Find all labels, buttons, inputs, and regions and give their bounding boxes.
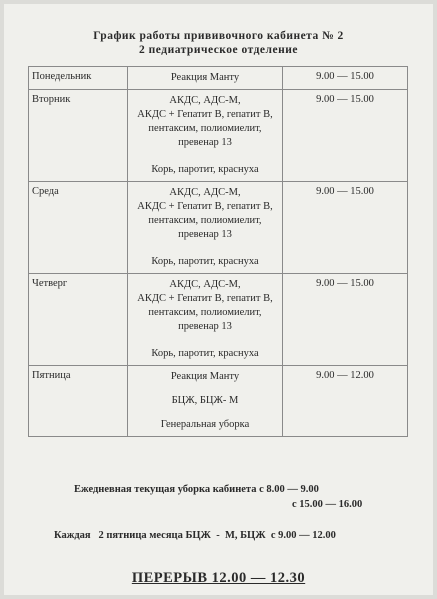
day-cell: Вторник [29,90,128,182]
break-time: ПЕРЕРЫВ 12.00 — 12.30 [131,570,306,586]
vaccine-line: пентаксим, полиомиелит, [148,123,262,134]
vaccines-cell [128,182,283,274]
vaccine-extra-line: БЦЖ, БЦЖ- М [171,395,239,406]
vaccine-line: АКДС + Гепатит В, гепатит В, [137,293,273,304]
daily-cleaning-line-2: с 15.00 — 16.00 [292,499,363,510]
vaccines-cell [128,274,283,366]
time-cell: 9.00 — 12.00 [283,366,408,437]
vaccine-extra-line: Корь, паротит, краснуха [151,164,259,175]
vaccine-line: АКДС, АДС-М, [169,95,241,106]
document-title: График работы прививочного кабинета № 2 [93,30,344,42]
time-cell: 9.00 — 15.00 [283,274,408,366]
table-row [29,182,408,274]
vaccine-line: превенар 13 [178,229,232,240]
vaccine-line: превенар 13 [178,137,232,148]
vaccine-extra-line: Корь, паротит, краснуха [151,256,259,267]
vaccine-line: пентаксим, полиомиелит, [148,307,262,318]
daily-cleaning-line-1: Ежедневная текущая уборка кабинета с 8.00 — 9.00 [74,484,319,495]
table-row [29,366,408,437]
vaccine-line: АКДС, АДС-М, [169,187,241,198]
day-cell: Четверг [29,274,128,366]
time-cell: 9.00 — 15.00 [283,182,408,274]
day-cell: Среда [29,182,128,274]
monthly-bcg-note: Каждая 2 пятница месяца БЦЖ - М, БЦЖ с 9.00 — 12.00 [54,530,336,541]
vaccine-line: Реакция Манту [170,72,240,83]
schedule-table [28,66,408,437]
vaccine-line: АКДС + Гепатит В, гепатит В, [137,109,273,120]
table-row [29,90,408,182]
vaccine-extra-line: Корь, паротит, краснуха [151,348,259,359]
vaccine-line: превенар 13 [178,321,232,332]
vaccine-line: АКДС + Гепатит В, гепатит В, [137,201,273,212]
day-cell: Пятница [29,366,128,437]
vaccine-line: АКДС, АДС-М, [169,279,241,290]
table-row [29,67,408,90]
time-cell: 9.00 — 15.00 [283,67,408,90]
time-cell: 9.00 — 15.00 [283,90,408,182]
vaccines-cell [128,67,283,90]
vaccines-cell [128,90,283,182]
document-subtitle: 2 педиатрическое отделение [139,44,298,56]
document-sheet [4,4,433,595]
table-row [29,274,408,366]
vaccines-cell [128,366,283,437]
vaccine-line: Реакция Манту [170,371,240,382]
vaccine-extra-line: Генеральная уборка [160,419,250,430]
day-cell: Понедельник [29,67,128,90]
vaccine-line: пентаксим, полиомиелит, [148,215,262,226]
